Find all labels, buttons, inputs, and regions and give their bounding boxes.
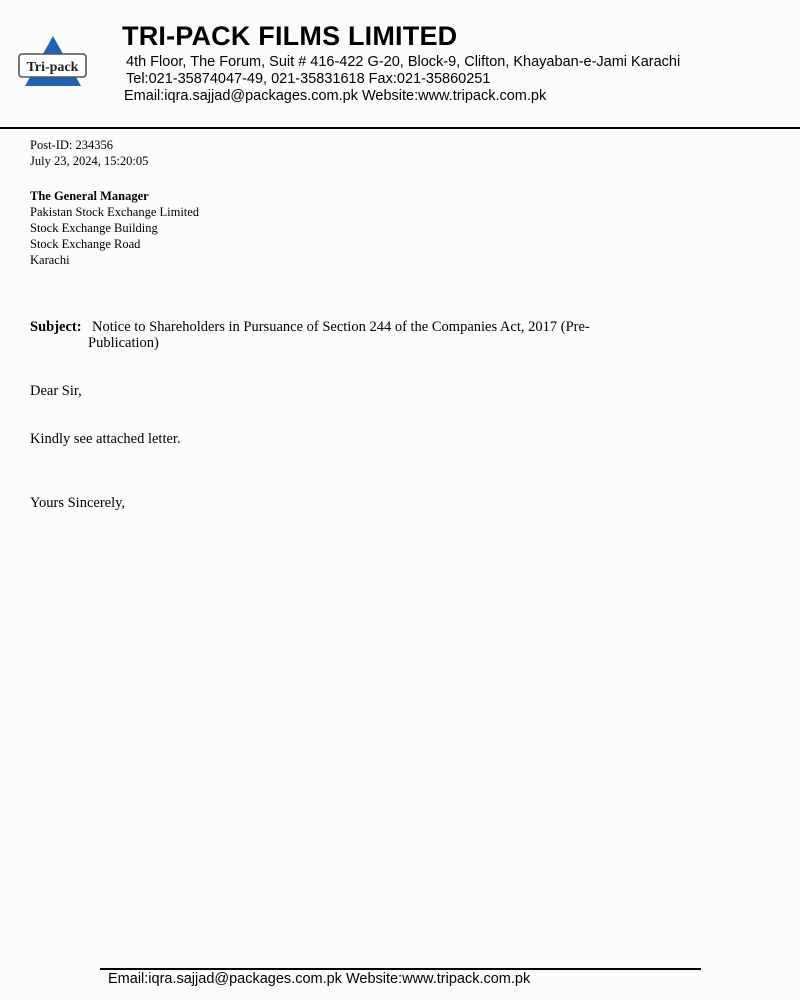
subject-block	[30, 319, 650, 351]
post-date: July 23, 2024, 15:20:05	[30, 154, 149, 168]
recipient-organization: Pakistan Stock Exchange Limited	[30, 205, 200, 219]
logo-label-text: Tri-pack	[26, 60, 79, 75]
company-address: 4th Floor, The Forum, Suit # 416-422 G-20, Block-9, Clifton, Khayaban-e-Jami Karachi	[126, 54, 681, 70]
closing: Yours Sincerely,	[30, 495, 126, 511]
letter-body: Kindly see attached letter.	[30, 431, 181, 447]
company-email-website: Email:iqra.sajjad@packages.com.pk Website:www.tripack.com.pk	[124, 88, 547, 104]
letterhead	[0, 0, 800, 129]
recipient-building: Stock Exchange Building	[30, 221, 158, 235]
company-tel-fax: Tel:021-35874047-49, 021-35831618 Fax:021-35860251	[126, 71, 491, 87]
recipient-block	[30, 188, 199, 268]
footer-email-website: Email:iqra.sajjad@packages.com.pk Website:www.tripack.com.pk	[108, 971, 531, 987]
recipient-city: Karachi	[30, 253, 70, 267]
recipient-road: Stock Exchange Road	[30, 237, 141, 251]
subject-label: Subject:	[30, 319, 82, 335]
footer-divider	[100, 968, 701, 970]
recipient-title: The General Manager	[30, 189, 149, 203]
post-id: Post-ID: 234356	[30, 138, 113, 152]
salutation: Dear Sir,	[30, 383, 82, 399]
tri-pack-logo	[18, 36, 88, 88]
company-name: TRI-PACK FILMS LIMITED	[122, 21, 458, 51]
subject-text: Notice to Shareholders in Pursuance of Section 244 of the Companies Act, 2017 (Pre-Publication)	[88, 319, 590, 351]
